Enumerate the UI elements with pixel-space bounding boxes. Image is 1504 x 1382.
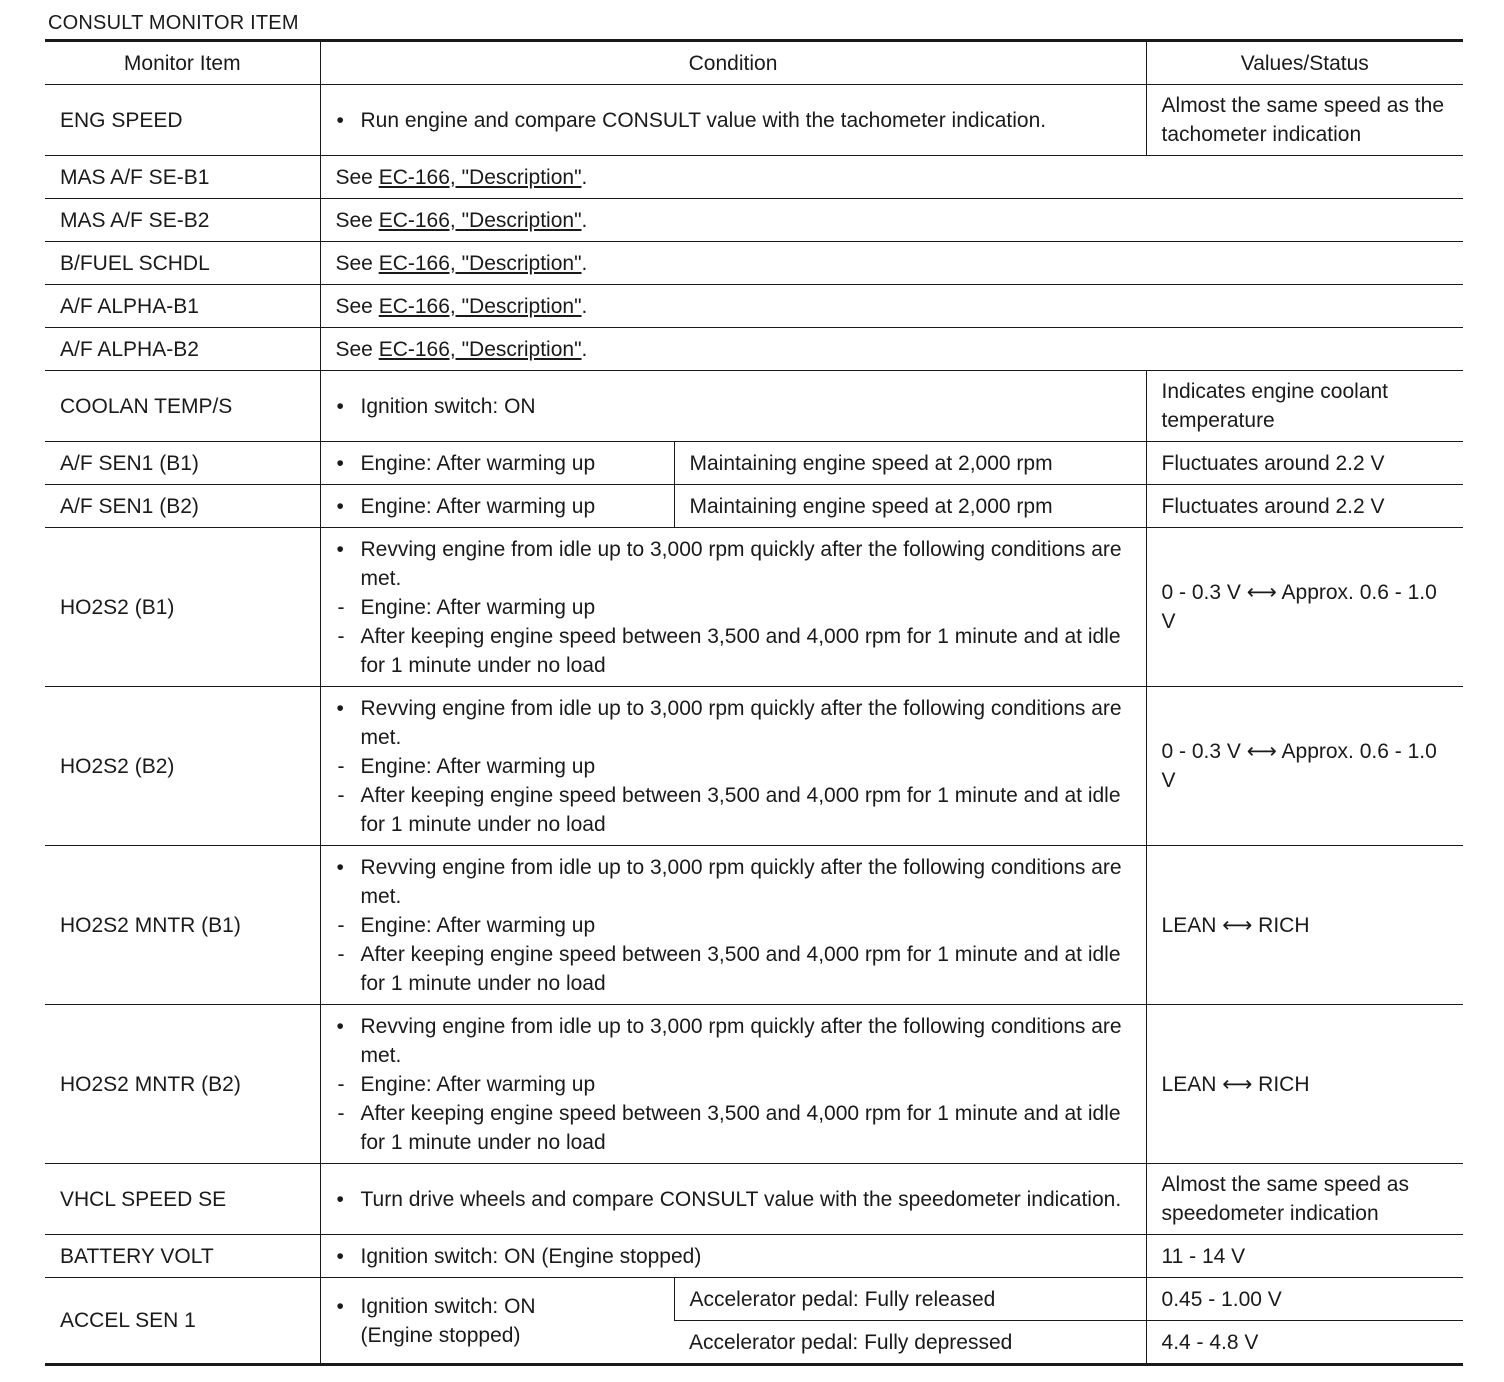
value-cell: Fluctuates around 2.2 V bbox=[1146, 485, 1463, 528]
see-suffix: . bbox=[581, 251, 588, 275]
description-link[interactable]: EC-166, "Description" bbox=[378, 251, 582, 275]
monitor-item: A/F SEN1 (B1) bbox=[45, 442, 320, 485]
monitor-item: VHCL SPEED SE bbox=[45, 1164, 320, 1235]
condition-bullet: • Revving engine from idle up to 3,000 rpm quickly after the following conditions are met. bbox=[336, 853, 1131, 911]
condition-line: (Engine stopped) bbox=[360, 1323, 521, 1347]
condition-cell bbox=[320, 687, 1146, 846]
condition-bullet: • Revving engine from idle up to 3,000 rpm quickly after the following conditions are met. bbox=[336, 1012, 1131, 1070]
table-row bbox=[45, 85, 1463, 156]
description-link[interactable]: EC-166, "Description" bbox=[378, 208, 582, 232]
condition-cell bbox=[320, 528, 1146, 687]
monitor-item: COOLAN TEMP/S bbox=[45, 371, 320, 442]
sub-condition-cell: Maintaining engine speed at 2,000 rpm bbox=[674, 442, 1146, 485]
condition-bullet: • Revving engine from idle up to 3,000 rpm quickly after the following conditions are met. bbox=[336, 694, 1131, 752]
condition-sub-item: - After keeping engine speed between 3,500 and 4,000 rpm for 1 minute and at idle for 1 minute under no load bbox=[336, 1099, 1131, 1157]
table-row bbox=[45, 199, 1463, 242]
condition-cell bbox=[320, 371, 1146, 442]
condition-bullet: • Turn drive wheels and compare CONSULT value with the speedometer indication. bbox=[336, 1185, 1131, 1214]
condition-sub-item: - After keeping engine speed between 3,500 and 4,000 rpm for 1 minute and at idle for 1 minute under no load bbox=[336, 940, 1131, 998]
table-row bbox=[45, 1235, 1463, 1278]
see-suffix: . bbox=[581, 165, 588, 189]
monitor-item: ENG SPEED bbox=[45, 85, 320, 156]
sub-condition-cell: Accelerator pedal: Fully depressed bbox=[674, 1321, 1146, 1365]
value-cell: 0.45 - 1.00 V bbox=[1146, 1278, 1463, 1321]
condition-bullet: • Ignition switch: ON bbox=[336, 392, 1131, 421]
value-cell: Almost the same speed as speedometer indication bbox=[1146, 1164, 1463, 1235]
see-text: See bbox=[335, 165, 379, 189]
description-link[interactable]: EC-166, "Description" bbox=[378, 337, 582, 361]
condition-sub-item: - Engine: After warming up bbox=[336, 911, 1131, 940]
monitor-item: HO2S2 MNTR (B1) bbox=[45, 846, 320, 1005]
see-suffix: . bbox=[581, 294, 588, 318]
value-cell: Almost the same speed as the tachometer indication bbox=[1146, 85, 1463, 156]
header-monitor-item: Monitor Item bbox=[45, 41, 320, 85]
table-row bbox=[45, 528, 1463, 687]
condition-bullet: • Engine: After warming up bbox=[336, 492, 659, 521]
condition-sub-item: - After keeping engine speed between 3,500 and 4,000 rpm for 1 minute and at idle for 1 minute under no load bbox=[336, 622, 1131, 680]
monitor-item: A/F SEN1 (B2) bbox=[45, 485, 320, 528]
value-cell: LEAN ⟷ RICH bbox=[1146, 846, 1463, 1005]
condition-bullet bbox=[336, 1292, 659, 1350]
see-suffix: . bbox=[581, 208, 588, 232]
value-cell: Indicates engine coolant temperature bbox=[1146, 371, 1463, 442]
header-values-status: Values/Status bbox=[1146, 41, 1463, 85]
condition-cell bbox=[320, 1278, 674, 1365]
value-cell: 4.4 - 4.8 V bbox=[1146, 1321, 1463, 1365]
monitor-item: BATTERY VOLT bbox=[45, 1235, 320, 1278]
table-row bbox=[45, 242, 1463, 285]
condition-cell bbox=[320, 85, 1146, 156]
condition-cell bbox=[320, 846, 1146, 1005]
monitor-item: HO2S2 MNTR (B2) bbox=[45, 1005, 320, 1164]
table-row bbox=[45, 687, 1463, 846]
table-row bbox=[45, 485, 1463, 528]
description-link[interactable]: EC-166, "Description" bbox=[378, 294, 582, 318]
monitor-item: A/F ALPHA-B1 bbox=[45, 285, 320, 328]
see-text: See bbox=[335, 208, 379, 232]
monitor-item: A/F ALPHA-B2 bbox=[45, 328, 320, 371]
condition-cell bbox=[320, 442, 674, 485]
table-row bbox=[45, 371, 1463, 442]
description-link[interactable]: EC-166, "Description" bbox=[378, 165, 582, 189]
condition-sub-item: - After keeping engine speed between 3,500 and 4,000 rpm for 1 minute and at idle for 1 minute under no load bbox=[336, 781, 1131, 839]
condition-cell bbox=[320, 199, 1463, 242]
table-row bbox=[45, 1278, 1463, 1321]
see-text: See bbox=[335, 294, 379, 318]
condition-cell bbox=[320, 485, 674, 528]
condition-sub-item: - Engine: After warming up bbox=[336, 1070, 1131, 1099]
table-row bbox=[45, 156, 1463, 199]
condition-cell bbox=[320, 242, 1463, 285]
condition-bullet: • Run engine and compare CONSULT value with the tachometer indication. bbox=[336, 106, 1131, 135]
consult-monitor-table bbox=[45, 39, 1463, 1366]
value-cell: 0 - 0.3 V ⟷ Approx. 0.6 - 1.0 V bbox=[1146, 687, 1463, 846]
condition-line: Ignition switch: ON bbox=[360, 1294, 536, 1318]
condition-sub-item: - Engine: After warming up bbox=[336, 593, 1131, 622]
see-text: See bbox=[335, 251, 379, 275]
condition-bullet: • Revving engine from idle up to 3,000 rpm quickly after the following conditions are met. bbox=[336, 535, 1131, 593]
table-row bbox=[45, 285, 1463, 328]
table-row bbox=[45, 328, 1463, 371]
page-title: CONSULT MONITOR ITEM bbox=[48, 12, 299, 34]
see-text: See bbox=[335, 337, 379, 361]
condition-cell bbox=[320, 1164, 1146, 1235]
condition-cell bbox=[320, 285, 1463, 328]
monitor-item: HO2S2 (B2) bbox=[45, 687, 320, 846]
see-suffix: . bbox=[581, 337, 588, 361]
monitor-item: B/FUEL SCHDL bbox=[45, 242, 320, 285]
monitor-item: ACCEL SEN 1 bbox=[45, 1278, 320, 1365]
condition-bullet: • Ignition switch: ON (Engine stopped) bbox=[336, 1242, 1131, 1271]
monitor-item: MAS A/F SE-B2 bbox=[45, 199, 320, 242]
monitor-item: HO2S2 (B1) bbox=[45, 528, 320, 687]
condition-sub-item: - Engine: After warming up bbox=[336, 752, 1131, 781]
sub-condition-cell: Accelerator pedal: Fully released bbox=[674, 1278, 1146, 1321]
value-cell: LEAN ⟷ RICH bbox=[1146, 1005, 1463, 1164]
table-row bbox=[45, 1005, 1463, 1164]
table-row bbox=[45, 846, 1463, 1005]
sub-condition-cell: Maintaining engine speed at 2,000 rpm bbox=[674, 485, 1146, 528]
condition-cell bbox=[320, 156, 1463, 199]
table-row bbox=[45, 1164, 1463, 1235]
condition-cell bbox=[320, 1235, 1146, 1278]
monitor-item: MAS A/F SE-B1 bbox=[45, 156, 320, 199]
header-row bbox=[45, 41, 1463, 85]
table-row bbox=[45, 442, 1463, 485]
value-cell: 11 - 14 V bbox=[1146, 1235, 1463, 1278]
condition-cell bbox=[320, 1005, 1146, 1164]
condition-bullet: • Engine: After warming up bbox=[336, 449, 659, 478]
value-cell: Fluctuates around 2.2 V bbox=[1146, 442, 1463, 485]
header-condition: Condition bbox=[320, 41, 1146, 85]
condition-cell bbox=[320, 328, 1463, 371]
value-cell: 0 - 0.3 V ⟷ Approx. 0.6 - 1.0 V bbox=[1146, 528, 1463, 687]
